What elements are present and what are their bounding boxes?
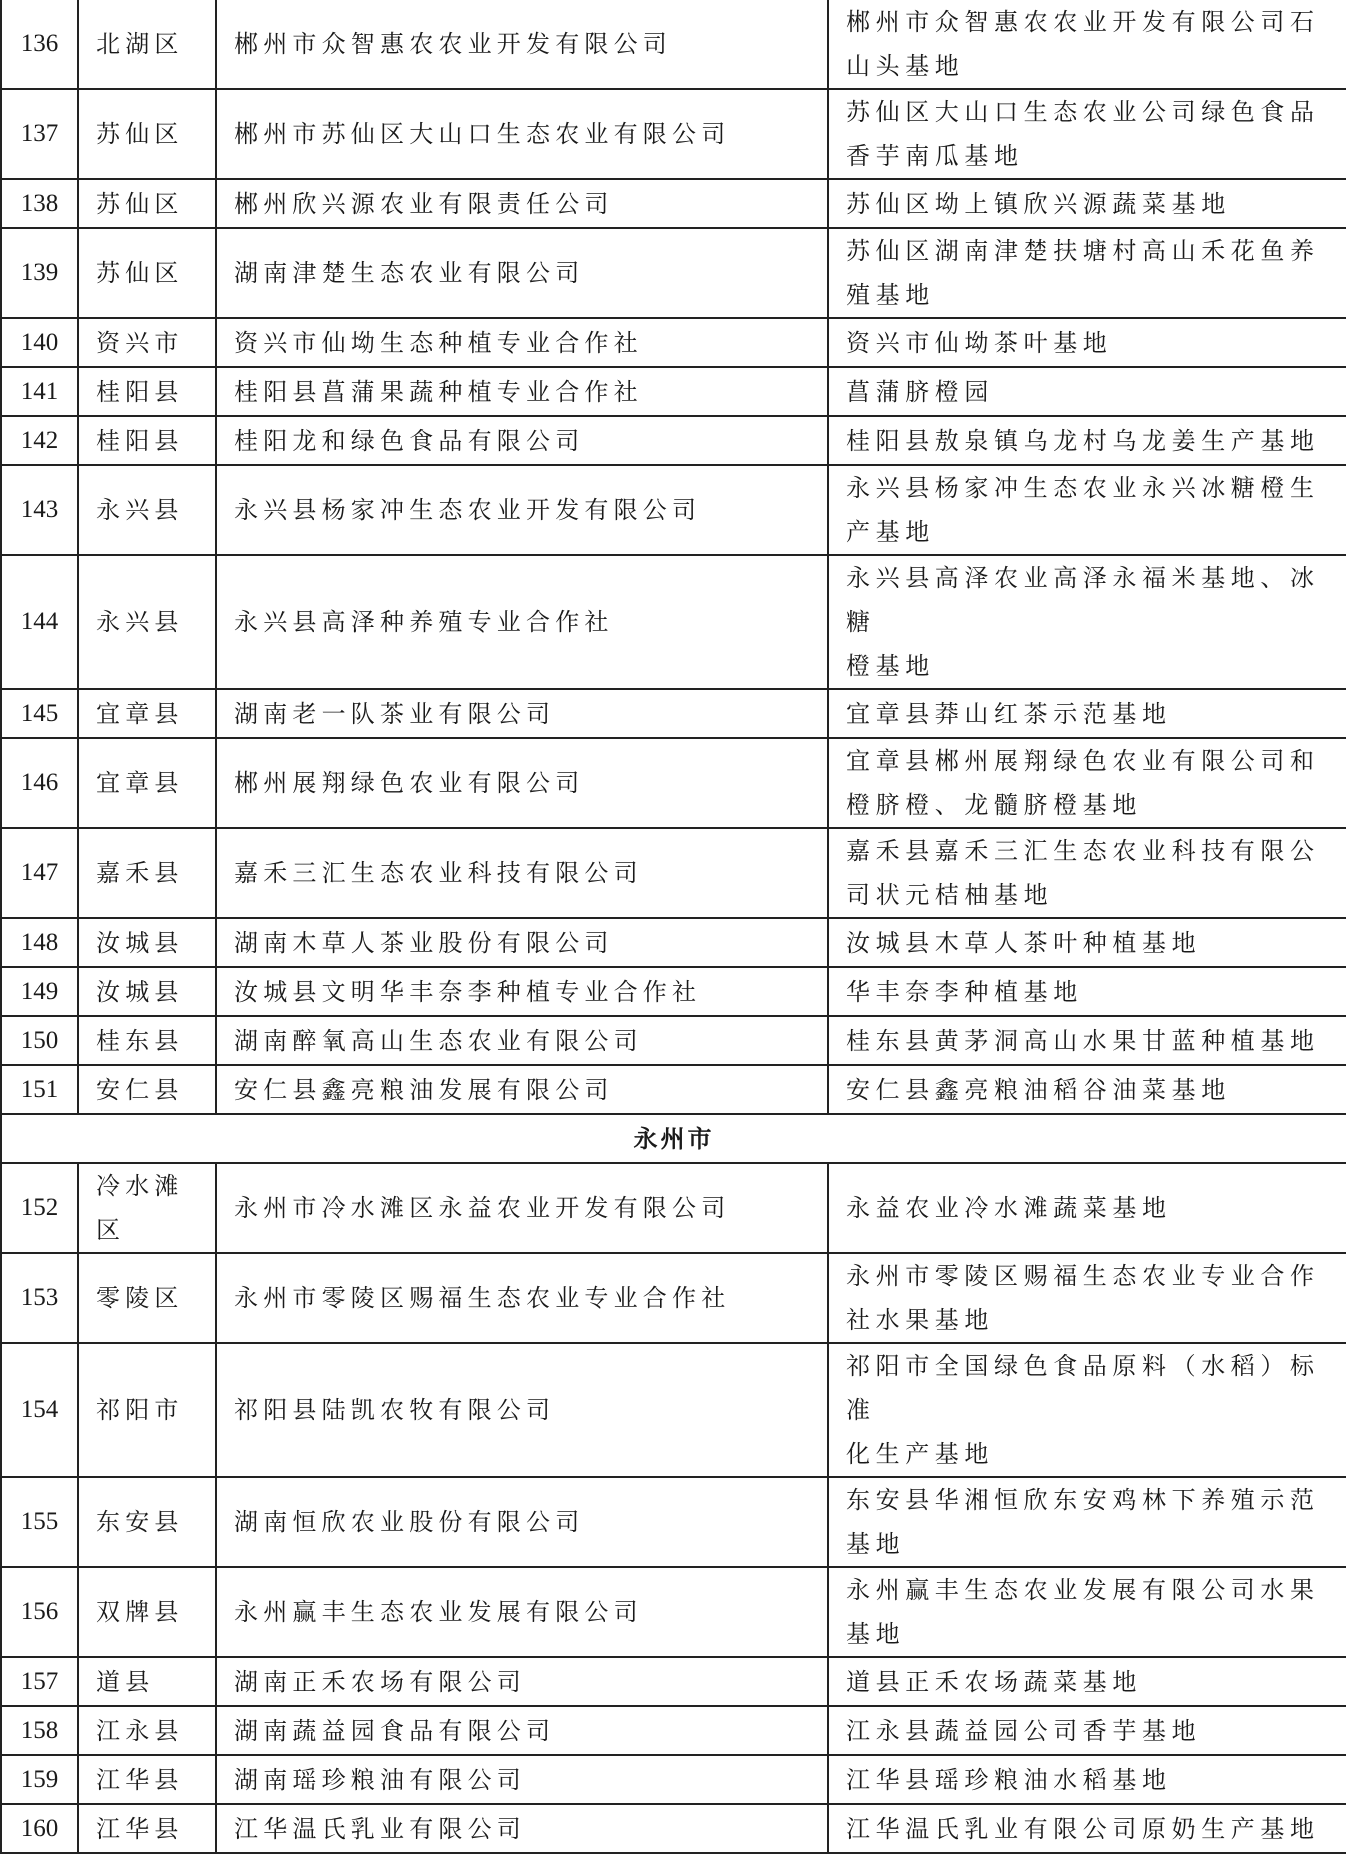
base-cell: 宜章县莽山红茶示范基地 [828,689,1346,738]
row-number: 150 [1,1016,78,1065]
base-cell: 嘉禾县嘉禾三汇生态农业科技有限公 司状元桔柚基地 [828,828,1346,918]
table-row [1,738,1346,828]
district-cell: 汝城县 [78,967,216,1016]
district-cell: 苏仙区 [78,89,216,179]
district-cell: 零陵区 [78,1253,216,1343]
company-cell: 湖南醉氧高山生态农业有限公司 [216,1016,828,1065]
table-row [1,416,1346,465]
district-cell: 桂东县 [78,1016,216,1065]
row-number: 143 [1,465,78,555]
base-cell: 永益农业冷水滩蔬菜基地 [828,1163,1346,1253]
district-cell: 汝城县 [78,918,216,967]
table-row [1,179,1346,228]
company-cell: 桂阳县菖蒲果蔬种植专业合作社 [216,367,828,416]
row-number: 159 [1,1755,78,1804]
district-cell: 祁阳市 [78,1343,216,1477]
row-number: 158 [1,1706,78,1755]
table-row [1,1477,1346,1567]
base-cell: 苏仙区大山口生态农业公司绿色食品 香芋南瓜基地 [828,89,1346,179]
district-cell: 资兴市 [78,318,216,367]
row-number: 142 [1,416,78,465]
base-cell: 桂东县黄茅洞高山水果甘蓝种植基地 [828,1016,1346,1065]
table-row [1,1163,1346,1253]
company-cell: 湖南老一队茶业有限公司 [216,689,828,738]
table-row [1,1804,1346,1853]
base-cell: 苏仙区湖南津楚扶塘村高山禾花鱼养 殖基地 [828,228,1346,318]
company-cell: 桂阳龙和绿色食品有限公司 [216,416,828,465]
row-number: 160 [1,1804,78,1853]
company-cell: 湖南津楚生态农业有限公司 [216,228,828,318]
table-row [1,367,1346,416]
district-cell: 永兴县 [78,555,216,689]
base-cell: 菖蒲脐橙园 [828,367,1346,416]
row-number: 151 [1,1065,78,1114]
row-number: 139 [1,228,78,318]
table-row [1,0,1346,89]
company-cell: 郴州展翔绿色农业有限公司 [216,738,828,828]
table-row [1,89,1346,179]
company-cell: 汝城县文明华丰奈李种植专业合作社 [216,967,828,1016]
base-cell: 桂阳县敖泉镇乌龙村乌龙姜生产基地 [828,416,1346,465]
row-number: 148 [1,918,78,967]
district-cell: 永兴县 [78,465,216,555]
base-cell: 江永县蔬益园公司香芋基地 [828,1706,1346,1755]
row-number: 153 [1,1253,78,1343]
row-number: 141 [1,367,78,416]
table-row [1,1065,1346,1114]
base-cell: 东安县华湘恒欣东安鸡林下养殖示范 基地 [828,1477,1346,1567]
base-cell: 苏仙区坳上镇欣兴源蔬菜基地 [828,179,1346,228]
district-cell: 江永县 [78,1706,216,1755]
district-cell: 嘉禾县 [78,828,216,918]
row-number: 154 [1,1343,78,1477]
section-title: 永州市 [1,1114,1346,1163]
table-row [1,967,1346,1016]
base-cell: 永州赢丰生态农业发展有限公司水果 基地 [828,1567,1346,1657]
district-cell: 江华县 [78,1804,216,1853]
row-number: 137 [1,89,78,179]
company-cell: 郴州市苏仙区大山口生态农业有限公司 [216,89,828,179]
table-row [1,1253,1346,1343]
district-cell: 宜章县 [78,738,216,828]
table-row [1,318,1346,367]
row-number: 145 [1,689,78,738]
district-cell: 桂阳县 [78,416,216,465]
district-cell: 东安县 [78,1477,216,1567]
row-number: 152 [1,1163,78,1253]
district-cell: 北湖区 [78,0,216,89]
base-cell: 祁阳市全国绿色食品原料（水稻）标准 化生产基地 [828,1343,1346,1477]
company-cell: 湖南恒欣农业股份有限公司 [216,1477,828,1567]
table-row [1,918,1346,967]
company-cell: 永州赢丰生态农业发展有限公司 [216,1567,828,1657]
base-cell: 郴州市众智惠农农业开发有限公司石 山头基地 [828,0,1346,89]
row-number: 138 [1,179,78,228]
base-cell: 华丰奈李种植基地 [828,967,1346,1016]
row-number: 146 [1,738,78,828]
table-row [1,1755,1346,1804]
table-row [1,1343,1346,1477]
row-number: 140 [1,318,78,367]
base-cell: 永州市零陵区赐福生态农业专业合作 社水果基地 [828,1253,1346,1343]
table-row [1,689,1346,738]
table-row [1,1657,1346,1706]
company-cell: 资兴市仙坳生态种植专业合作社 [216,318,828,367]
row-number: 155 [1,1477,78,1567]
table-body [1,0,1346,1853]
base-cell: 汝城县木草人茶叶种植基地 [828,918,1346,967]
base-cell: 江华温氏乳业有限公司原奶生产基地 [828,1804,1346,1853]
base-cell: 宜章县郴州展翔绿色农业有限公司和 橙脐橙、龙髓脐橙基地 [828,738,1346,828]
district-cell: 宜章县 [78,689,216,738]
district-cell: 江华县 [78,1755,216,1804]
company-cell: 永州市冷水滩区永益农业开发有限公司 [216,1163,828,1253]
base-cell: 资兴市仙坳茶叶基地 [828,318,1346,367]
company-cell: 安仁县鑫亮粮油发展有限公司 [216,1065,828,1114]
company-cell: 嘉禾三汇生态农业科技有限公司 [216,828,828,918]
row-number: 136 [1,0,78,89]
base-cell: 安仁县鑫亮粮油稻谷油菜基地 [828,1065,1346,1114]
table-row [1,228,1346,318]
company-cell: 永兴县高泽种养殖专业合作社 [216,555,828,689]
table-row [1,555,1346,689]
company-cell: 永州市零陵区赐福生态农业专业合作社 [216,1253,828,1343]
company-cell: 江华温氏乳业有限公司 [216,1804,828,1853]
row-number: 149 [1,967,78,1016]
company-cell: 湖南蔬益园食品有限公司 [216,1706,828,1755]
district-cell: 双牌县 [78,1567,216,1657]
district-cell: 冷水滩 区 [78,1163,216,1253]
row-number: 156 [1,1567,78,1657]
company-cell: 湖南木草人茶业股份有限公司 [216,918,828,967]
section-header-row [1,1114,1346,1163]
base-cell: 道县正禾农场蔬菜基地 [828,1657,1346,1706]
district-cell: 安仁县 [78,1065,216,1114]
row-number: 157 [1,1657,78,1706]
company-cell: 湖南正禾农场有限公司 [216,1657,828,1706]
company-cell: 湖南瑶珍粮油有限公司 [216,1755,828,1804]
company-cell: 永兴县杨家冲生态农业开发有限公司 [216,465,828,555]
company-cell: 郴州欣兴源农业有限责任公司 [216,179,828,228]
table-row [1,1567,1346,1657]
row-number: 147 [1,828,78,918]
row-number: 144 [1,555,78,689]
base-cell: 永兴县高泽农业高泽永福米基地、冰糖 橙基地 [828,555,1346,689]
table-row [1,1016,1346,1065]
table-row [1,465,1346,555]
base-cell: 江华县瑶珍粮油水稻基地 [828,1755,1346,1804]
base-cell: 永兴县杨家冲生态农业永兴冰糖橙生 产基地 [828,465,1346,555]
district-cell: 桂阳县 [78,367,216,416]
district-cell: 道县 [78,1657,216,1706]
district-cell: 苏仙区 [78,179,216,228]
company-cell: 祁阳县陆凯农牧有限公司 [216,1343,828,1477]
district-cell: 苏仙区 [78,228,216,318]
table-row [1,828,1346,918]
company-cell: 郴州市众智惠农农业开发有限公司 [216,0,828,89]
